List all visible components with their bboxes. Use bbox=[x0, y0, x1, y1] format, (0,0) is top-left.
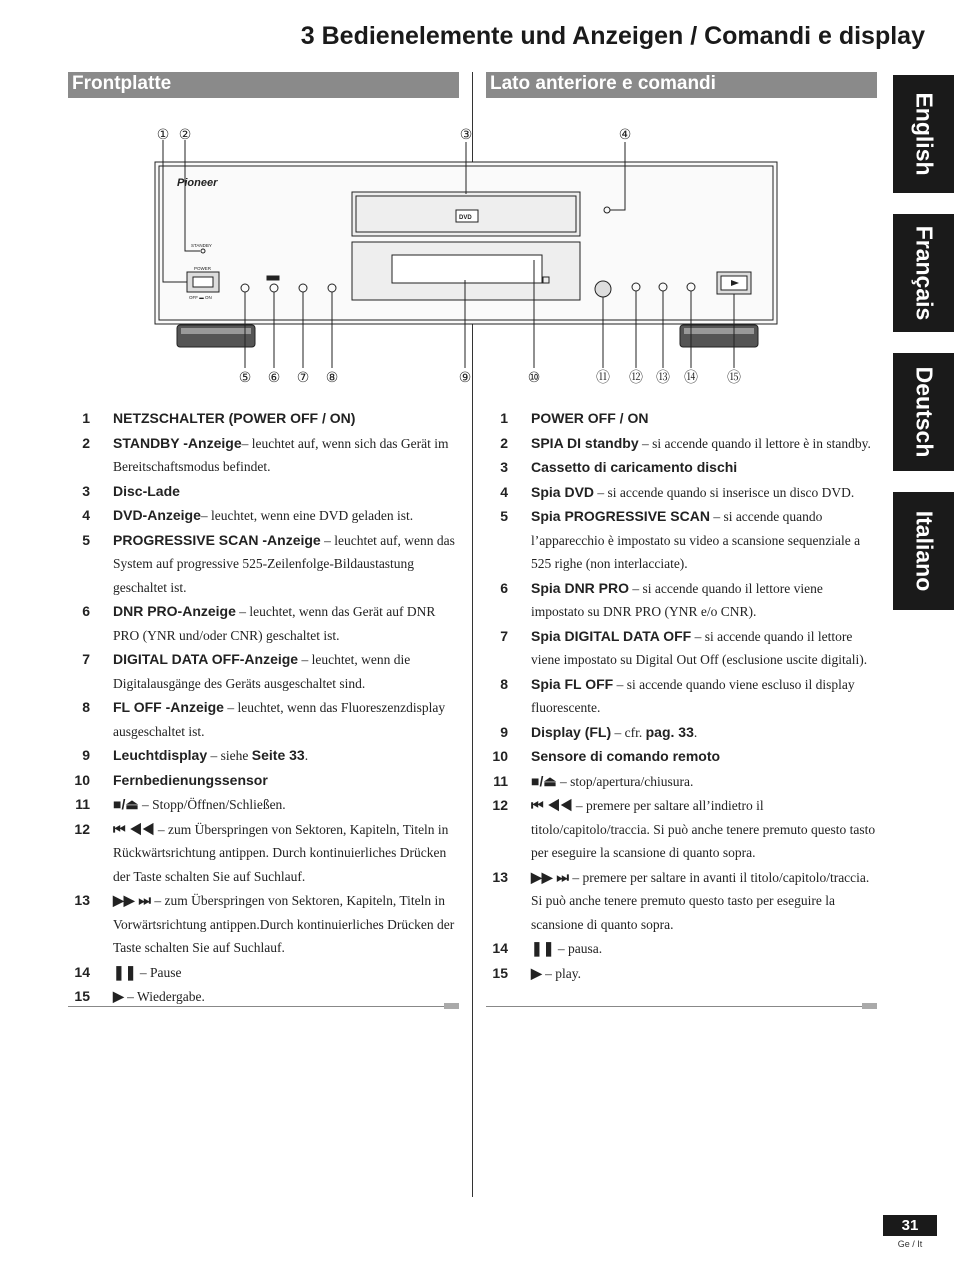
item-description: – pausa. bbox=[554, 941, 603, 956]
list-item bbox=[486, 577, 878, 625]
item-description: – si accende quando l’apparecchio è impostato su video a scansione sequenziale a 525 righe (non interlacciate). bbox=[531, 509, 861, 571]
item-number: 8 bbox=[82, 699, 90, 715]
item-term: Leuchtdisplay bbox=[113, 747, 208, 763]
list-item bbox=[486, 673, 878, 721]
item-term: Spia DNR PRO bbox=[531, 579, 630, 596]
item-term: DVD-Anzeige bbox=[113, 507, 201, 523]
disc-logo-text: DVD bbox=[459, 215, 472, 221]
item-tail: . bbox=[304, 748, 309, 763]
list-item bbox=[68, 696, 460, 744]
stop-open-button bbox=[595, 281, 611, 297]
item-number: 11 bbox=[75, 796, 90, 812]
item-term: ▶▶ ⏭ bbox=[531, 868, 570, 885]
callout-14: ⑭ bbox=[684, 370, 698, 386]
callout-6: ⑥ bbox=[267, 370, 281, 386]
page-number: 31 bbox=[883, 1215, 937, 1236]
item-number: 10 bbox=[492, 748, 508, 764]
item-term: ■/⏏ bbox=[531, 772, 557, 789]
item-description: – si accende quando si inserisce un disco DVD. bbox=[594, 484, 855, 500]
item-page-ref: pag. 33 bbox=[645, 723, 694, 740]
item-description: – Pause bbox=[136, 964, 182, 980]
item-description: – zum Überspringen von Sektoren, Kapiteln, Titeln in Rückwärtsrichtung antippen. Durch kontinuierliches Drücken der Taste schalten Sie auf Suchlauf. bbox=[113, 821, 449, 884]
item-description: – stop/apertura/chiusura. bbox=[556, 773, 694, 789]
item-description: – play. bbox=[541, 965, 582, 981]
item-description: – leuchtet auf, wenn das System auf progressive 525-Zeilenfolge-Bildaustastung geschaltet ist. bbox=[113, 532, 455, 595]
item-number: 2 bbox=[82, 434, 90, 451]
item-number: 6 bbox=[500, 579, 508, 596]
list-item bbox=[486, 625, 878, 673]
item-description: – leuchtet, wenn das Gerät auf DNR PRO (YNR und/oder CNR) geschaltet ist. bbox=[113, 604, 436, 643]
list-item bbox=[68, 818, 460, 890]
end-marker-left bbox=[444, 1003, 459, 1009]
item-term: STANDBY -Anzeige bbox=[113, 434, 242, 451]
item-number: 7 bbox=[82, 651, 90, 667]
item-term: ⏮ ◀◀ bbox=[531, 797, 573, 813]
item-term: DNR PRO-Anzeige bbox=[113, 603, 236, 619]
list-item bbox=[486, 407, 878, 432]
item-term: DIGITAL DATA OFF-Anzeige bbox=[113, 651, 299, 667]
section-heading-lato-anteriore: Lato anteriore e comandi bbox=[486, 72, 877, 98]
callout-5: ⑤ bbox=[238, 370, 252, 386]
item-number: 4 bbox=[82, 507, 90, 523]
item-term: ❚❚ bbox=[531, 940, 555, 956]
list-item bbox=[486, 745, 878, 770]
item-term: Sensore di comando remoto bbox=[531, 748, 721, 764]
tab-deutsch-label: Deutsch bbox=[911, 366, 937, 458]
item-number: 4 bbox=[500, 483, 508, 500]
item-term: ■/⏏ bbox=[113, 796, 139, 812]
list-item bbox=[486, 721, 878, 746]
end-marker-right bbox=[862, 1003, 877, 1009]
item-page-ref: Seite 33 bbox=[251, 747, 305, 763]
tab-english-label: English bbox=[911, 92, 937, 176]
item-term: Display (FL) bbox=[531, 723, 612, 740]
callout-2: ② bbox=[178, 127, 192, 143]
callout-4: ④ bbox=[618, 127, 632, 143]
callout-1: ① bbox=[156, 127, 170, 143]
list-item bbox=[486, 456, 878, 481]
power-switch-label: OFF ▬ ON bbox=[189, 295, 212, 300]
item-tail: . bbox=[693, 724, 698, 740]
tab-francais[interactable] bbox=[893, 214, 954, 332]
list-item bbox=[486, 962, 878, 987]
item-description: – si accende quando il lettore viene impostato su Digital Out Off (esclusione uscite digitali). bbox=[531, 628, 868, 667]
item-number: 8 bbox=[500, 675, 508, 692]
item-description: – premere per saltare all’indietro il titolo/capitolo/traccia. Si può anche tenere premuto questo tasto per eseguire la scansione di quanto sopra. bbox=[531, 798, 876, 860]
item-term: Spia FL OFF bbox=[531, 675, 614, 692]
item-number: 3 bbox=[500, 459, 508, 475]
item-term: Fernbedienungssensor bbox=[113, 771, 268, 788]
item-number: 12 bbox=[74, 820, 90, 837]
item-term: Spia DIGITAL DATA OFF bbox=[531, 627, 692, 644]
item-number: 6 bbox=[82, 603, 90, 619]
list-item bbox=[68, 744, 460, 769]
list-item bbox=[486, 432, 878, 457]
list-item bbox=[68, 889, 460, 961]
item-description: – leuchtet, wenn eine DVD geladen ist. bbox=[200, 508, 414, 523]
item-term: ⏮ ◀◀ bbox=[113, 820, 155, 837]
item-term: ▶ bbox=[113, 988, 124, 1004]
item-description: – leuchtet, wenn die Digitalausgänge des Geräts ausgeschaltet sind. bbox=[113, 652, 411, 691]
item-number: 5 bbox=[500, 508, 508, 524]
list-item bbox=[486, 937, 878, 962]
item-description: – si accende quando il lettore viene impostato su DNR PRO (YNR e/o CNR). bbox=[531, 580, 823, 619]
callout-12: ⑫ bbox=[629, 370, 643, 386]
item-number: 15 bbox=[74, 988, 90, 1004]
item-term: Spia PROGRESSIVE SCAN bbox=[531, 508, 710, 524]
item-number: 9 bbox=[82, 747, 90, 763]
list-item bbox=[486, 481, 878, 506]
item-description: – leuchtet, wenn das Fluoreszenzdisplay ausgeschaltet ist. bbox=[113, 700, 446, 739]
item-term: Cassetto di caricamento dischi bbox=[531, 459, 738, 475]
section-heading-frontplatte: Frontplatte bbox=[68, 72, 459, 98]
list-item bbox=[68, 529, 460, 601]
tab-deutsch[interactable] bbox=[893, 353, 954, 471]
end-rule-left bbox=[68, 1006, 459, 1007]
item-number: 1 bbox=[82, 410, 90, 426]
list-item bbox=[68, 407, 460, 432]
tab-francais-label: Français bbox=[911, 225, 937, 321]
callout-10: ⑩ bbox=[527, 370, 541, 386]
power-label: POWER bbox=[194, 266, 212, 271]
callout-8: ⑧ bbox=[325, 370, 339, 386]
brand-logo: Pioneer bbox=[177, 177, 218, 189]
item-term: Spia DVD bbox=[531, 483, 595, 500]
tab-italiano[interactable] bbox=[893, 492, 954, 610]
item-term: SPIA DI standby bbox=[531, 434, 639, 451]
item-description: – si accende quando il lettore è in standby. bbox=[638, 435, 871, 451]
item-description: – siehe bbox=[207, 748, 252, 763]
item-description: – cfr. bbox=[611, 724, 646, 740]
tab-english[interactable] bbox=[893, 75, 954, 193]
item-description: – premere per saltare in avanti il titolo/capitolo/traccia. Si può anche tenere premuto questo tasto per eseguire la scansione di quanto sopra. bbox=[531, 869, 870, 932]
item-term: ❚❚ bbox=[113, 963, 137, 980]
item-term: NETZSCHALTER (POWER OFF / ON) bbox=[113, 410, 356, 426]
item-term: POWER OFF / ON bbox=[531, 410, 649, 426]
item-number: 3 bbox=[82, 482, 90, 499]
item-number: 2 bbox=[500, 434, 508, 451]
item-number: 15 bbox=[492, 964, 508, 981]
list-item bbox=[68, 961, 460, 986]
item-term: ▶▶ ⏭ bbox=[113, 892, 152, 908]
callout-13: ⑬ bbox=[656, 370, 670, 386]
list-item bbox=[486, 505, 878, 577]
end-rule-right bbox=[486, 1006, 877, 1007]
list-item bbox=[486, 770, 878, 795]
item-number: 7 bbox=[500, 627, 508, 644]
list-item bbox=[486, 866, 878, 938]
list-item bbox=[68, 432, 460, 480]
item-description: – Wiedergabe. bbox=[123, 989, 205, 1004]
list-item bbox=[68, 769, 460, 794]
list-item bbox=[68, 480, 460, 505]
callout-11: ⑪ bbox=[596, 370, 610, 386]
item-term: PROGRESSIVE SCAN -Anzeige bbox=[113, 531, 321, 548]
item-number: 5 bbox=[82, 531, 90, 548]
callout-15: ⑮ bbox=[727, 370, 741, 386]
item-number: 14 bbox=[74, 963, 90, 980]
list-item bbox=[486, 794, 878, 866]
callout-3: ③ bbox=[459, 127, 473, 143]
item-number: 11 bbox=[493, 772, 508, 789]
list-item bbox=[68, 793, 460, 818]
item-number: 13 bbox=[492, 868, 508, 885]
item-description: – leuchtet auf, wenn sich das Gerät im Bereitschaftsmodus befindet. bbox=[113, 435, 449, 474]
item-list-italian bbox=[486, 407, 878, 986]
callout-9: ⑨ bbox=[458, 370, 472, 386]
item-term: FL OFF -Anzeige bbox=[113, 699, 224, 715]
item-number: 13 bbox=[74, 892, 90, 908]
standby-label: STANDBY bbox=[191, 243, 212, 248]
list-item bbox=[68, 504, 460, 529]
item-number: 10 bbox=[74, 771, 90, 788]
item-list-german bbox=[68, 407, 460, 1010]
callout-7: ⑦ bbox=[296, 370, 310, 386]
tab-italiano-label: Italiano bbox=[911, 510, 937, 592]
page-language-code: Ge / It bbox=[897, 1239, 923, 1249]
item-number: 1 bbox=[500, 410, 508, 426]
list-item bbox=[68, 600, 460, 648]
item-term: Disc-Lade bbox=[113, 482, 180, 499]
item-number: 14 bbox=[492, 940, 508, 956]
item-description: – Stopp/Öffnen/Schließen. bbox=[138, 797, 286, 812]
item-description: – zum Überspringen von Sektoren, Kapiteln, Titeln in Vorwärtsrichtung antippen.Durch kontinuierliches Drücken der Taste schalten Sie auf Suchlauf. bbox=[113, 893, 455, 955]
list-item bbox=[68, 648, 460, 696]
item-description: – si accende quando viene escluso il display fluorescente. bbox=[531, 676, 855, 715]
item-term: ▶ bbox=[531, 964, 542, 981]
page-title: 3 Bedienelemente und Anzeigen / Comandi e display bbox=[300, 22, 925, 50]
front-panel-diagram bbox=[145, 120, 795, 395]
item-number: 9 bbox=[500, 723, 508, 740]
item-number: 12 bbox=[492, 797, 508, 813]
